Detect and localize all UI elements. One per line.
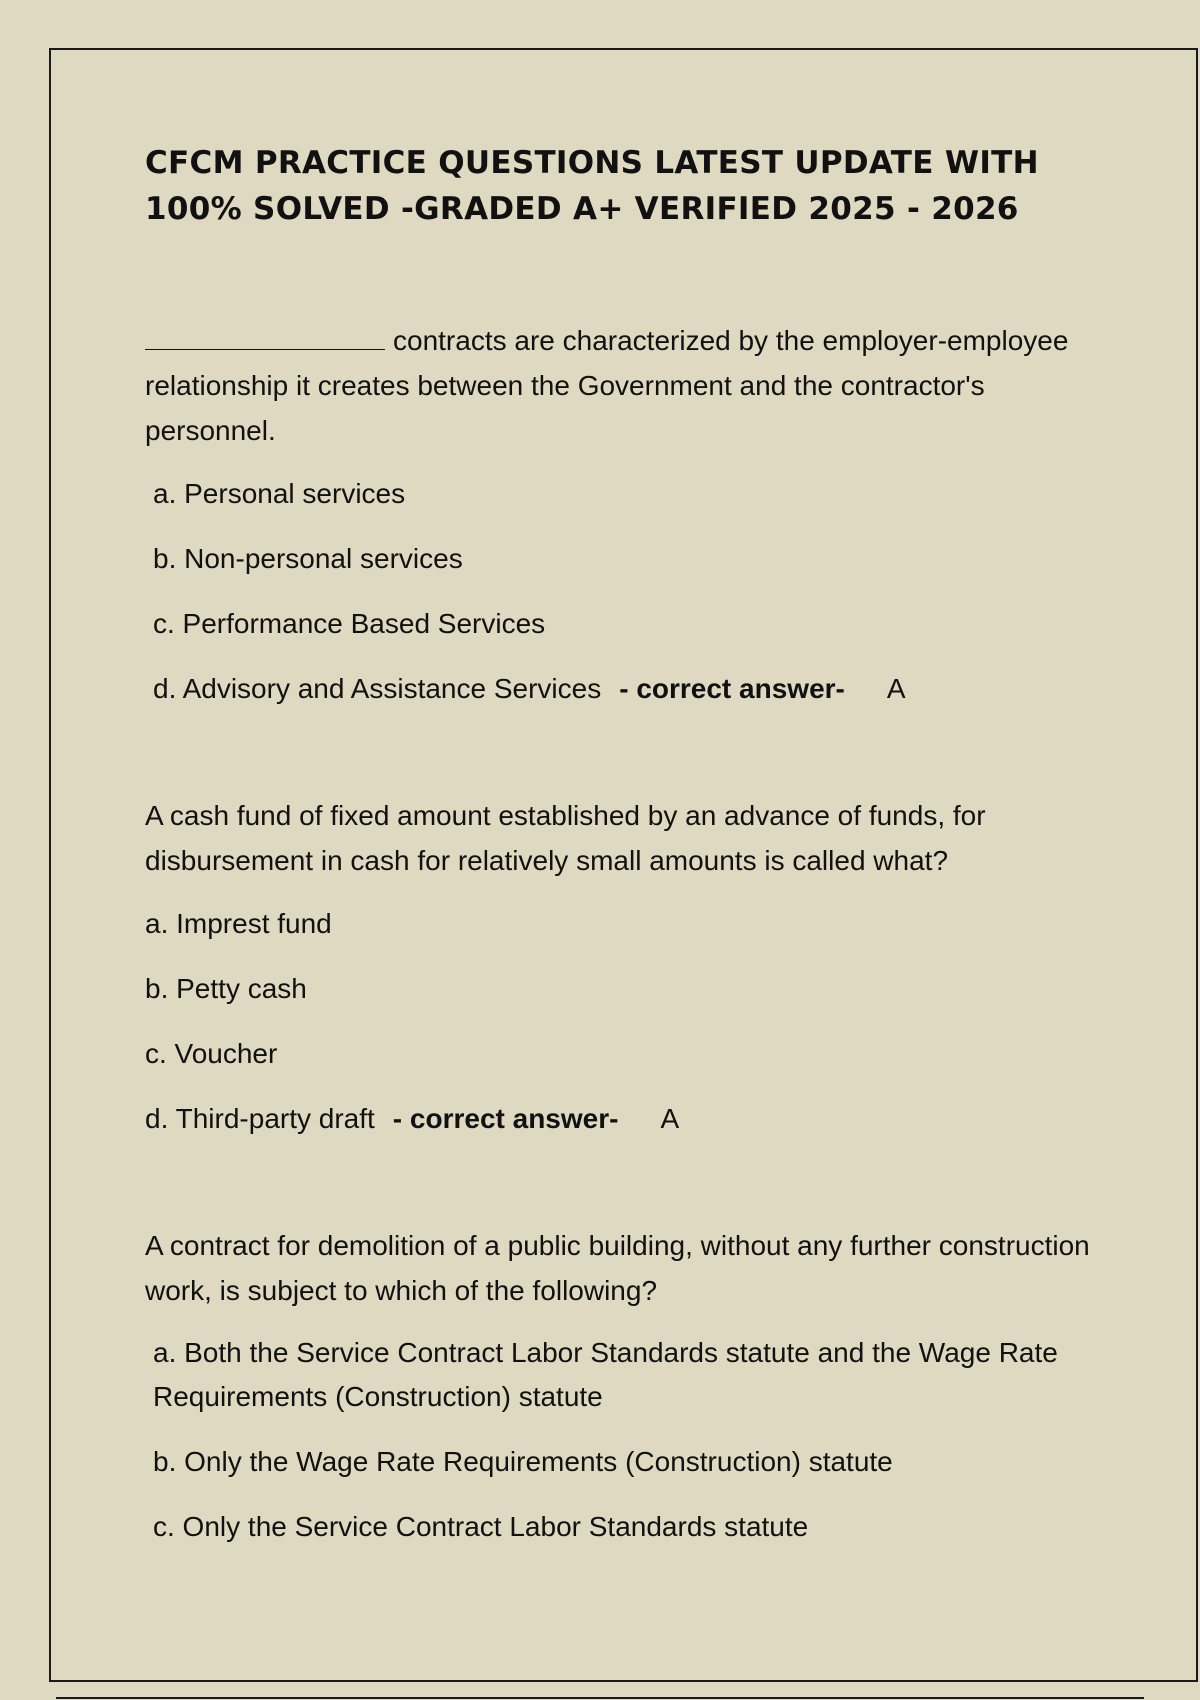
question-2 [145,793,1105,1141]
correct-answer-label: - correct answer- [392,1103,619,1134]
document-content [145,140,1105,1569]
correct-answer-label: - correct answer- [619,673,845,704]
question-2-option-a: a. Imprest fund [145,908,332,939]
fill-in-blank [145,321,385,350]
question-1-option-d [145,666,1105,711]
question-3 [145,1223,1105,1549]
document-title: CFCM PRACTICE QUESTIONS LATEST UPDATE WITH 100% SOLVED -GRADED A+ VERIFIED 2025 - 2026 [145,145,1039,227]
question-1 [145,318,1105,711]
question-2-option-b: b. Petty cash [145,973,307,1004]
question-2-option-d [145,1096,1105,1141]
question-3-option-c: c. Only the Service Contract Labor Standards statute [153,1511,809,1542]
bottom-rule [56,1697,1144,1699]
question-1-option-c: c. Performance Based Services [153,608,546,639]
question-3-option-a: a. Both the Service Contract Labor Standards statute and the Wage Rate Requirements (Construction) statute [153,1337,1058,1412]
question-1-option-d-label: d. Advisory and Assistance Services [153,673,602,704]
question-1-text-content: contracts are characterized by the employer-employee relationship it creates between the Government and the contractor's personnel. [145,325,1069,446]
question-2-option-c: c. Voucher [145,1038,278,1069]
question-1-option-b: b. Non-personal services [153,543,463,574]
question-2-option-d-label: d. Third-party draft [145,1103,375,1134]
question-3-option-b: b. Only the Wage Rate Requirements (Construction) statute [153,1446,893,1477]
question-1-option-a: a. Personal services [153,478,406,509]
question-2-text: A cash fund of fixed amount established by an advance of funds, for disbursement in cash for relatively small amounts is called what? [145,800,986,876]
question-2-answer: A [660,1103,680,1134]
question-1-answer: A [886,673,906,704]
question-1-text [145,318,1105,453]
question-3-text: A contract for demolition of a public building, without any further construction work, is subject to which of the following? [145,1230,1090,1306]
